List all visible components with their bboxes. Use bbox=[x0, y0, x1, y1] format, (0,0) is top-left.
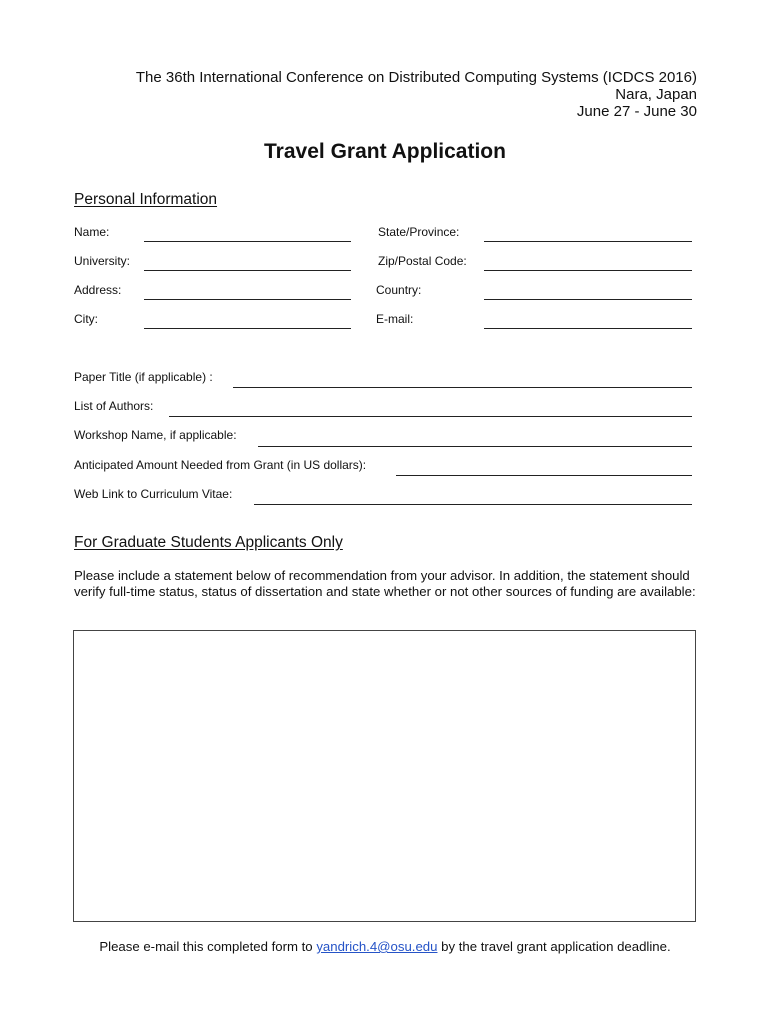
amount-field[interactable] bbox=[396, 475, 692, 476]
name-field[interactable] bbox=[144, 241, 351, 242]
footer-text-before: Please e-mail this completed form to bbox=[99, 939, 317, 954]
contact-email-link[interactable]: yandrich.4@osu.edu bbox=[316, 939, 438, 954]
address-field[interactable] bbox=[144, 299, 351, 300]
workshop-field[interactable] bbox=[258, 446, 692, 447]
city-field[interactable] bbox=[144, 328, 351, 329]
city-label: City: bbox=[74, 312, 98, 326]
university-label: University: bbox=[74, 254, 131, 268]
address-label: Address: bbox=[74, 283, 122, 297]
conference-dates: June 27 - June 30 bbox=[576, 103, 697, 120]
workshop-label: Workshop Name, if applicable: bbox=[74, 428, 237, 442]
paper-title-field[interactable] bbox=[233, 387, 692, 388]
footer-note bbox=[0, 939, 770, 954]
zip-label: Zip/Postal Code: bbox=[378, 254, 467, 268]
email-field[interactable] bbox=[484, 328, 692, 329]
zip-field[interactable] bbox=[484, 270, 692, 271]
graduate-instructions: Please include a statement below of recommendation from your advisor. In addition, the statement should verify full-time status, status of dissertation and state whether or not other sources of funding are available: bbox=[74, 568, 696, 599]
amount-label: Anticipated Amount Needed from Grant (in US dollars): bbox=[74, 458, 367, 472]
authors-label: List of Authors: bbox=[74, 399, 154, 413]
graduate-heading: For Graduate Students Applicants Only bbox=[74, 534, 343, 551]
state-label: State/Province: bbox=[378, 225, 460, 239]
cv-link-label: Web Link to Curriculum Vitae: bbox=[74, 487, 233, 501]
university-field[interactable] bbox=[144, 270, 351, 271]
email-label: E-mail: bbox=[376, 312, 414, 326]
recommendation-statement-box[interactable] bbox=[73, 630, 696, 922]
conference-name: The 36th International Conference on Distributed Computing Systems (ICDCS 2016) bbox=[135, 69, 697, 86]
page-title: Travel Grant Application bbox=[264, 140, 506, 163]
personal-info-heading: Personal Information bbox=[74, 191, 218, 208]
name-label: Name: bbox=[74, 225, 110, 239]
country-label: Country: bbox=[376, 283, 422, 297]
cv-link-field[interactable] bbox=[254, 504, 692, 505]
footer-text-after: by the travel grant application deadline. bbox=[437, 939, 671, 954]
country-field[interactable] bbox=[484, 299, 692, 300]
authors-field[interactable] bbox=[169, 416, 692, 417]
paper-title-label: Paper Title (if applicable) : bbox=[74, 370, 213, 384]
conference-location: Nara, Japan bbox=[615, 86, 697, 103]
state-field[interactable] bbox=[484, 241, 692, 242]
